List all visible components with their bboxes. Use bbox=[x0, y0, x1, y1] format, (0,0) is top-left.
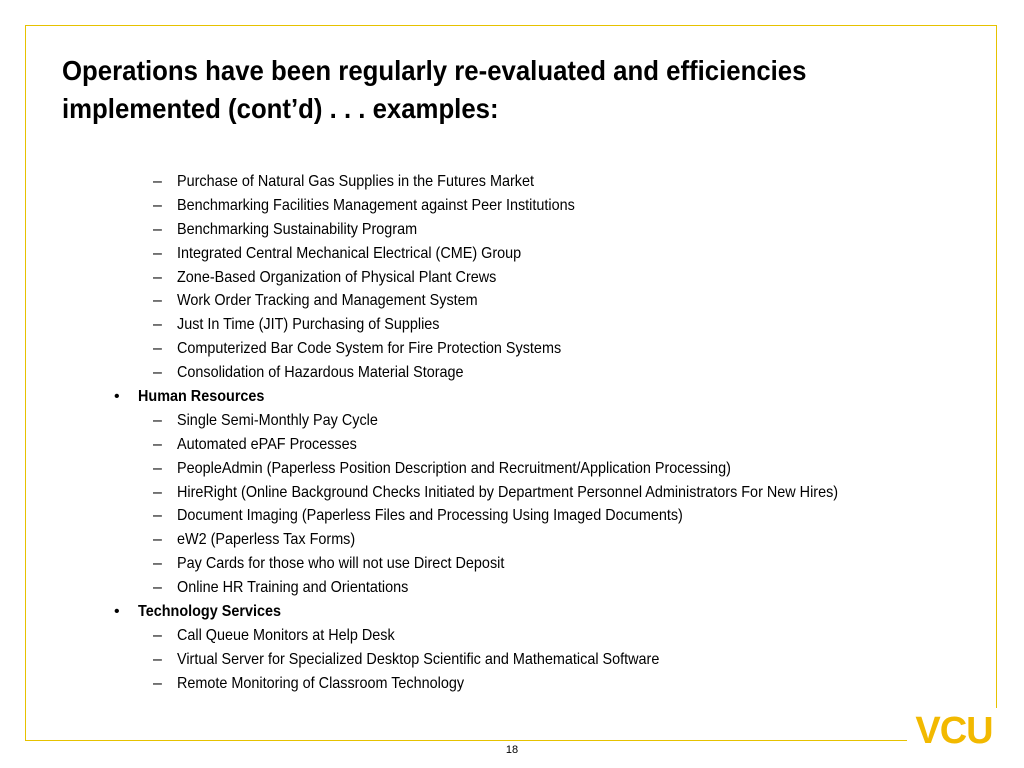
list-item-text: Consolidation of Hazardous Material Storage bbox=[177, 364, 464, 382]
dash-marker: – bbox=[153, 483, 162, 501]
dash-marker: – bbox=[153, 650, 162, 668]
page-number: 18 bbox=[505, 744, 519, 756]
title-line-1: Operations have been regularly re-evaluated and efficiencies bbox=[62, 55, 807, 86]
slide-title bbox=[62, 52, 890, 128]
list-item bbox=[0, 266, 1024, 290]
dash-marker: – bbox=[153, 340, 162, 358]
dash-marker: – bbox=[153, 435, 162, 453]
title-line-2: implemented (cont’d) . . . examples: bbox=[62, 93, 499, 124]
list-item-text: Document Imaging (Paperless Files and Processing Using Imaged Documents) bbox=[177, 507, 683, 525]
list-item bbox=[0, 313, 1024, 337]
list-item-text: Human Resources bbox=[138, 388, 265, 406]
dash-marker: – bbox=[153, 626, 162, 644]
dash-marker: – bbox=[153, 220, 162, 238]
list-item-text: Remote Monitoring of Classroom Technology bbox=[177, 674, 465, 692]
dash-marker: – bbox=[153, 292, 162, 310]
dash-marker: – bbox=[153, 531, 162, 549]
vcu-logo-mark bbox=[907, 708, 1002, 750]
bullet-marker: • bbox=[114, 603, 120, 621]
list-item-text: Zone-Based Organization of Physical Plant Crews bbox=[177, 268, 497, 286]
dash-marker: – bbox=[153, 411, 162, 429]
dash-marker: – bbox=[153, 173, 162, 190]
list-item bbox=[0, 409, 1024, 433]
bullet-list bbox=[0, 170, 1024, 696]
dash-marker: – bbox=[153, 555, 162, 573]
list-item-text: Purchase of Natural Gas Supplies in the Futures Market bbox=[177, 173, 534, 190]
dash-marker: – bbox=[153, 507, 162, 525]
dash-marker: – bbox=[153, 268, 162, 286]
list-item-text: eW2 (Paperless Tax Forms) bbox=[177, 531, 356, 549]
list-item-text: Single Semi-Monthly Pay Cycle bbox=[177, 411, 378, 429]
section-heading bbox=[0, 385, 1024, 409]
list-item-text: Automated ePAF Processes bbox=[177, 435, 357, 453]
list-item-text: Computerized Bar Code System for Fire Protection Systems bbox=[177, 340, 562, 358]
dash-marker: – bbox=[153, 244, 162, 262]
list-item-text: Work Order Tracking and Management System bbox=[177, 292, 478, 310]
list-item-text: Virtual Server for Specialized Desktop Scientific and Mathematical Software bbox=[177, 650, 660, 668]
logo-lettering: VCU bbox=[915, 710, 993, 750]
list-item bbox=[0, 433, 1024, 457]
dash-marker: – bbox=[153, 459, 162, 477]
list-item bbox=[0, 672, 1024, 696]
list-item bbox=[0, 576, 1024, 600]
list-item bbox=[0, 504, 1024, 528]
list-item bbox=[0, 361, 1024, 385]
list-item bbox=[0, 170, 1024, 194]
dash-marker: – bbox=[153, 579, 162, 597]
list-item-text: Integrated Central Mechanical Electrical (CME) Group bbox=[177, 244, 522, 262]
dash-marker: – bbox=[153, 364, 162, 382]
list-item-text: Technology Services bbox=[138, 603, 281, 621]
list-item-text: Call Queue Monitors at Help Desk bbox=[177, 626, 395, 644]
dash-marker: – bbox=[153, 196, 162, 214]
list-item-text: PeopleAdmin (Paperless Position Description and Recruitment/Application Processing) bbox=[177, 459, 731, 477]
list-item-text: Online HR Training and Orientations bbox=[177, 579, 409, 597]
list-item bbox=[0, 457, 1024, 481]
section-heading bbox=[0, 600, 1024, 624]
list-item bbox=[0, 552, 1024, 576]
list-item bbox=[0, 624, 1024, 648]
bullet-marker: • bbox=[114, 388, 120, 406]
list-item bbox=[0, 337, 1024, 361]
list-item bbox=[0, 194, 1024, 218]
dash-marker: – bbox=[153, 316, 162, 334]
list-item bbox=[0, 218, 1024, 242]
dash-marker: – bbox=[153, 674, 162, 692]
list-item-text: Benchmarking Sustainability Program bbox=[177, 220, 418, 238]
list-item-text: Just In Time (JIT) Purchasing of Supplies bbox=[177, 316, 440, 334]
list-item-text: HireRight (Online Background Checks Initiated by Department Personnel Administrators For New Hires) bbox=[177, 483, 839, 501]
list-item bbox=[0, 481, 1024, 505]
vcu-logo bbox=[907, 708, 1002, 750]
list-item bbox=[0, 528, 1024, 552]
list-item bbox=[0, 242, 1024, 266]
list-item bbox=[0, 289, 1024, 313]
list-item-text: Pay Cards for those who will not use Direct Deposit bbox=[177, 555, 505, 573]
list-item bbox=[0, 648, 1024, 672]
list-item-text: Benchmarking Facilities Management against Peer Institutions bbox=[177, 196, 575, 214]
